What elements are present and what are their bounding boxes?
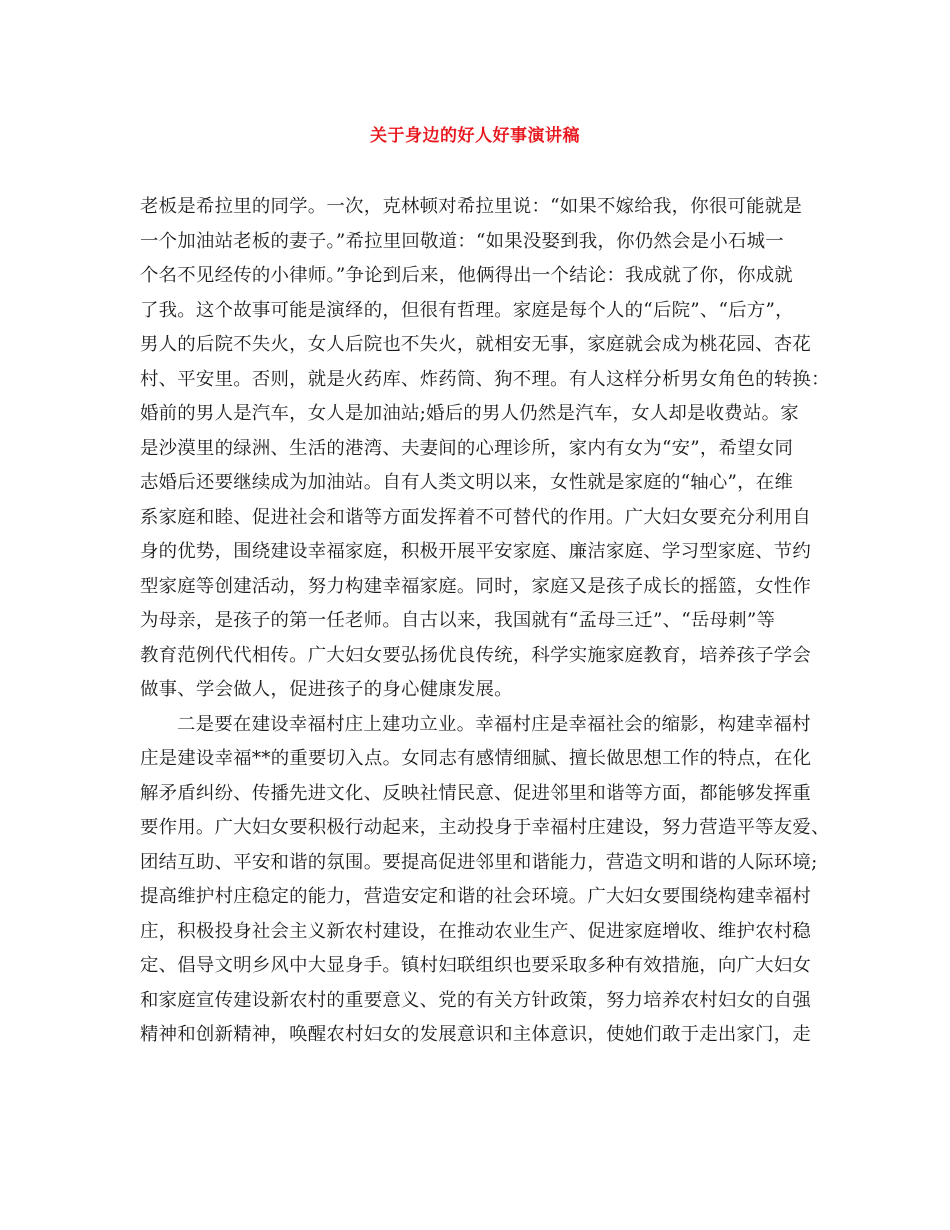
text-line: 个名不见经传的小律师。”争论到后来，他俩得出一个结论：我成就了你，你成就 (140, 265, 793, 286)
text-line: 老板是希拉里的同学。一次，克林顿对希拉里说：“如果不嫁给我，你很可能就是 (140, 196, 803, 217)
text-line: 精神和创新精神，唤醒农村妇女的发展意识和主体意识，使她们敢于走出家门，走 (140, 1024, 812, 1045)
document-title: 关于身边的好人好事演讲稿 (370, 126, 580, 146)
text-line: 志婚后还要继续成为加油站。自有人类文明以来，女性就是家庭的“轴心”，在维 (140, 472, 794, 493)
text-line: 团结互助、平安和谐的氛围。要提高促进邻里和谐能力，营造文明和谐的人际环境; (140, 851, 818, 873)
text-line: 是沙漠里的绿洲、生活的港湾、夫妻间的心理诊所，家内有女为“安”，希望女同 (140, 437, 794, 459)
text-line: 为母亲，是孩子的第一任老师。自古以来，我国就有“孟母三迁”、“岳母刺”等 (140, 610, 776, 631)
text-line: 解矛盾纠纷、传播先进文化、反映社情民意、促进邻里和谐等方面，都能够发挥重 (140, 782, 812, 804)
text-line: 系家庭和睦、促进社会和谐等方面发挥着不可替代的作用。广大妇女要充分利用自 (140, 506, 812, 528)
document-body (140, 190, 830, 1053)
text-line: 了我。这个故事可能是演绎的，但很有哲理。家庭是每个人的“后院”、“后方”， (140, 299, 794, 321)
text-line: 和家庭宣传建设新农村的重要意义、党的有关方针政策，努力培养农村妇女的自强 (140, 989, 812, 1011)
text-line: 庄，积极投身社会主义新农村建设，在推动农业生产、促进家庭增收、维护农村稳 (140, 920, 812, 942)
text-line: 身的优势，围绕建设幸福家庭，积极开展平安家庭、廉洁家庭、学习型家庭、节约 (140, 541, 812, 562)
paragraph-1 (140, 190, 830, 708)
text-line: 定、倡导文明乡风中大显身手。镇村妇联组织也要采取多种有效措施，向广大妇女 (140, 955, 812, 976)
text-line: 型家庭等创建活动，努力构建幸福家庭。同时，家庭又是孩子成长的摇篮，女性作 (140, 575, 812, 597)
text-line: 提高维护村庄稳定的能力，营造安定和谐的社会环境。广大妇女要围绕构建幸福村 (140, 886, 812, 907)
text-line: 做事、学会做人，促进孩子的身心健康发展。 (140, 679, 513, 700)
text-line: 村、平安里。否则，就是火药库、炸药筒、狗不理。有人这样分析男女角色的转换： (140, 368, 830, 390)
text-line: 婚前的男人是汽车，女人是加油站;婚后的男人仍然是汽车，女人却是收费站。家 (140, 403, 799, 424)
text-line: 庄是建设幸福**的重要切入点。女同志有感情细腻、擅长做思想工作的特点，在化 (140, 748, 812, 769)
paragraph-2 (140, 708, 830, 1053)
text-line: 一个加油站老板的妻子。”希拉里回敬道：“如果没娶到我，你仍然会是小石城一 (140, 230, 784, 252)
text-line-first: 二是要在建设幸福村庄上建功立业。幸福村庄是幸福社会的缩影，构建幸福村 (177, 713, 811, 735)
text-line: 男人的后院不失火，女人后院也不失火，就相安无事，家庭就会成为桃花园、杏花 (140, 334, 812, 355)
text-line: 要作用。广大妇女要积极行动起来，主动投身于幸福村庄建设，努力营造平等友爱、 (140, 817, 830, 838)
text-line: 教育范例代代相传。广大妇女要弘扬优良传统，科学实施家庭教育，培养孩子学会 (140, 644, 812, 666)
